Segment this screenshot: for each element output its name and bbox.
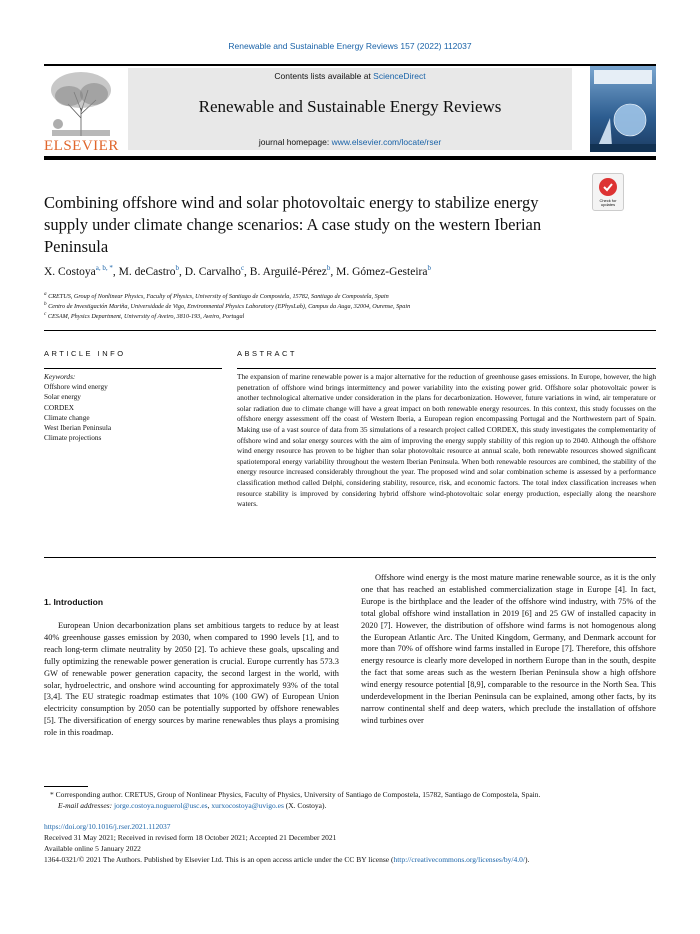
license-line: 1364-0321/© 2021 The Authors. Published by Elsevier Ltd. This is an open access article under the CC BY license (http://creativecommons.org/licenses/by/4.0/). — [44, 855, 530, 864]
author-5[interactable]: M. Gómez-Gesteira$^b$ — [336, 264, 431, 278]
top-rule — [44, 64, 656, 66]
author-list — [44, 264, 656, 278]
abstract-text: The expansion of marine renewable power is a major alternative for the reduction of greenhouse gases emissions. In Europe, however, the high penetration of offshore wind brings intermittency and power variability into the existing power grid. Offshore solar photovoltaic power is another technological alternative under consideration in the plans for decarbonization. However, future variations in wind, air temperature or solar radiation due to climate change will have a great impact on both renewable energy resources. In this context, this study focusses on the offshore energy assessment off the coast of Western Iberia, a European region encompassing Portugal and the Northwestern part of Spain. Making use of a vast source of data from 35 simulations of a research project called CORDEX, this study investigates the complementarity of offshore wind and solar energy sources with the aim of improving the energy supply stability of this region up to 2040. Although the offshore wind energy resource has proven to be higher than solar photovoltaic resource at annual scale, both renewable resources showed significant spatiotemporal energy variability throughout the western Iberian Peninsula. When both renewable resources are combined, the stability of the energy resource increased considerably throughout the year. The proposed wind and solar combination scheme is assessed by a performance classification method called Delphi, considering stability, resource, risk, and economic factors. The total index classification increases when resource stability is improved by considering hybrid offshore wind-photovoltaic solar energy production, especially along the nearshore waters. — [237, 372, 656, 509]
affiliation-a: $^a$ CRETUS, Group of Nonlinear Physics, Faculty of Physics, University of Santiago de Compostela, 15782, Santiago de Compostela, Spain — [44, 291, 389, 301]
check-updates-label: Check for updates — [599, 198, 617, 207]
footnote: * Corresponding author. CRETUS, Group of Nonlinear Physics, Faculty of Physics, University of Santiago de Compostela, 15782, Santiago de Compostela, Spain. E-mail addresses: jorge.costoya.noguerol@usc.es, xurxocostoya@uvigo.es (X. Costoya). — [44, 789, 656, 811]
divider — [44, 330, 656, 331]
section-heading: 1. Introduction — [44, 597, 104, 607]
keyword-item: Solar energy — [44, 392, 81, 402]
sciencedirect-link[interactable]: ScienceDirect — [373, 71, 426, 81]
paragraph: European Union decarbonization plans set ambitious targets to reduce by at least 40% greenhouse gasses emission by 2030, when compared to 1990 levels [1], and to reach long-term climate neutrality by 2050 [2]. To achieve these goals, upscaling and fully optimizing the renewable power generation is crucial. Europe currently has 573.3 GW of renewable power generation capacity, the second largest in the world, with solar, hydroelectric, and onshore wind accounting for approximately 93% of the total [3,4]. The EU strategic roadmap estimates that 10% (100 GW) of European Union electricity consumption by 2050 can be potentially supported by offshore renewables [5]. The diversification of energy sources by marine renewables thus plays a promising role in this roadmap. — [44, 621, 339, 738]
author-1[interactable]: X. Costoya$^{a, b, *}$, — [44, 264, 119, 278]
keyword-item: Climate change — [44, 412, 90, 422]
journal-title: Renewable and Sustainable Energy Reviews — [198, 97, 502, 116]
publisher-name[interactable]: ELSEVIER — [44, 138, 119, 154]
email-label: E-mail addresses: — [58, 801, 113, 810]
license-link[interactable]: http://creativecommons.org/licenses/by/4.0/ — [393, 855, 525, 864]
body-column-right — [361, 572, 656, 727]
email-link[interactable]: xurxocostoya@uvigo.es — [211, 801, 284, 810]
paragraph: Offshore wind energy is the most mature marine renewable source, as it is the only one that has reached an established commercialization stage in Europe [4]. In fact, Europe is the birthplace and the leader of the offshore wind industry, with 75% of the total global offshore wind installation in 2019 [6] and 25 GW of installed capacity in 2020 [7]. However, the distribution of offshore wind farms is not homogenous along the European Atlantic Arc. The United Kingdom, Germany, and Denmark account for more than 70% of offshore wind farms installed in Europe [7]. Therefore, this offshore energy resource is clearly more developed in northern Europe than in the south, despite the fact that some areas such as the western Iberian Peninsula show a high offshore wind energy resource potential [8,9], comparable to the resource in the North Sea. This underdevelopment in the Iberian Peninsula can be explained, among other facts, by its narrow continental shelf and deep waters, which preclude the installation of offshore wind turbines over — [361, 573, 656, 725]
check-for-updates-button[interactable] — [592, 173, 624, 211]
corresponding-author-note: * Corresponding author. CRETUS, Group of Nonlinear Physics, Faculty of Physics, University of Santiago de Compostela, 15782, Santiago de Compostela, Spain. — [50, 790, 541, 799]
body-column-left — [44, 620, 339, 739]
keyword-item: Offshore wind energy — [44, 382, 108, 392]
email-link[interactable]: jorge.costoya.noguerol@usc.es — [113, 801, 208, 810]
article-info-label: ARTICLE INFO — [44, 349, 126, 358]
received-dates: Received 31 May 2021; Received in revised form 18 October 2021; Accepted 21 December 2021 — [44, 833, 337, 842]
keywords-label: Keywords: — [44, 372, 76, 381]
email-suffix: (X. Costoya). — [285, 801, 327, 810]
author-3[interactable]: D. Carvalho$^c$, — [184, 264, 250, 278]
affiliation-c: $^c$ CESAM, Physics Department, University of Aveiro, 3810-193, Aveiro, Portugal — [44, 311, 245, 321]
abstract-label: ABSTRACT — [237, 349, 298, 358]
keywords-block — [44, 372, 222, 443]
affiliation-b: $^b$ Centro de Investigación Mariña, Universidade de Vigo, Environmental Physics Laboratory (EPhysLab), Campus da Auga, 32004, Ourense, Spain — [44, 301, 411, 311]
contents-line — [128, 71, 572, 81]
publication-info — [44, 821, 656, 865]
homepage-line — [128, 137, 572, 147]
abstract-rule — [237, 368, 656, 369]
divider — [44, 557, 656, 558]
online-date: Available online 5 January 2022 — [44, 844, 141, 853]
journal-reference[interactable]: Renewable and Sustainable Energy Reviews 157 (2022) 112037 — [228, 41, 472, 51]
keyword-item: Climate projections — [44, 433, 102, 443]
keyword-item: West Iberian Peninsula — [44, 423, 112, 433]
article-info-rule — [44, 368, 222, 369]
author-2[interactable]: M. deCastro$^b$, — [118, 264, 185, 278]
author-4[interactable]: B. Arguilé-Pérez$^b$, — [249, 264, 337, 278]
footnote-rule — [44, 786, 88, 787]
journal-cover-image[interactable] — [590, 66, 656, 152]
contents-prefix: Contents lists available at — [274, 71, 374, 81]
keyword-item: CORDEX — [44, 402, 74, 412]
header-thick-rule — [44, 156, 656, 160]
homepage-prefix: journal homepage: — [258, 137, 332, 147]
homepage-link[interactable]: www.elsevier.com/locate/rser — [331, 137, 442, 147]
doi-link[interactable]: https://doi.org/10.1016/j.rser.2021.112037 — [44, 822, 171, 831]
paper-title: Combining offshore wind and solar photovoltaic energy to stabilize energy supply under climate change scenarios: A case study on the western Iberian Peninsula — [44, 193, 542, 256]
